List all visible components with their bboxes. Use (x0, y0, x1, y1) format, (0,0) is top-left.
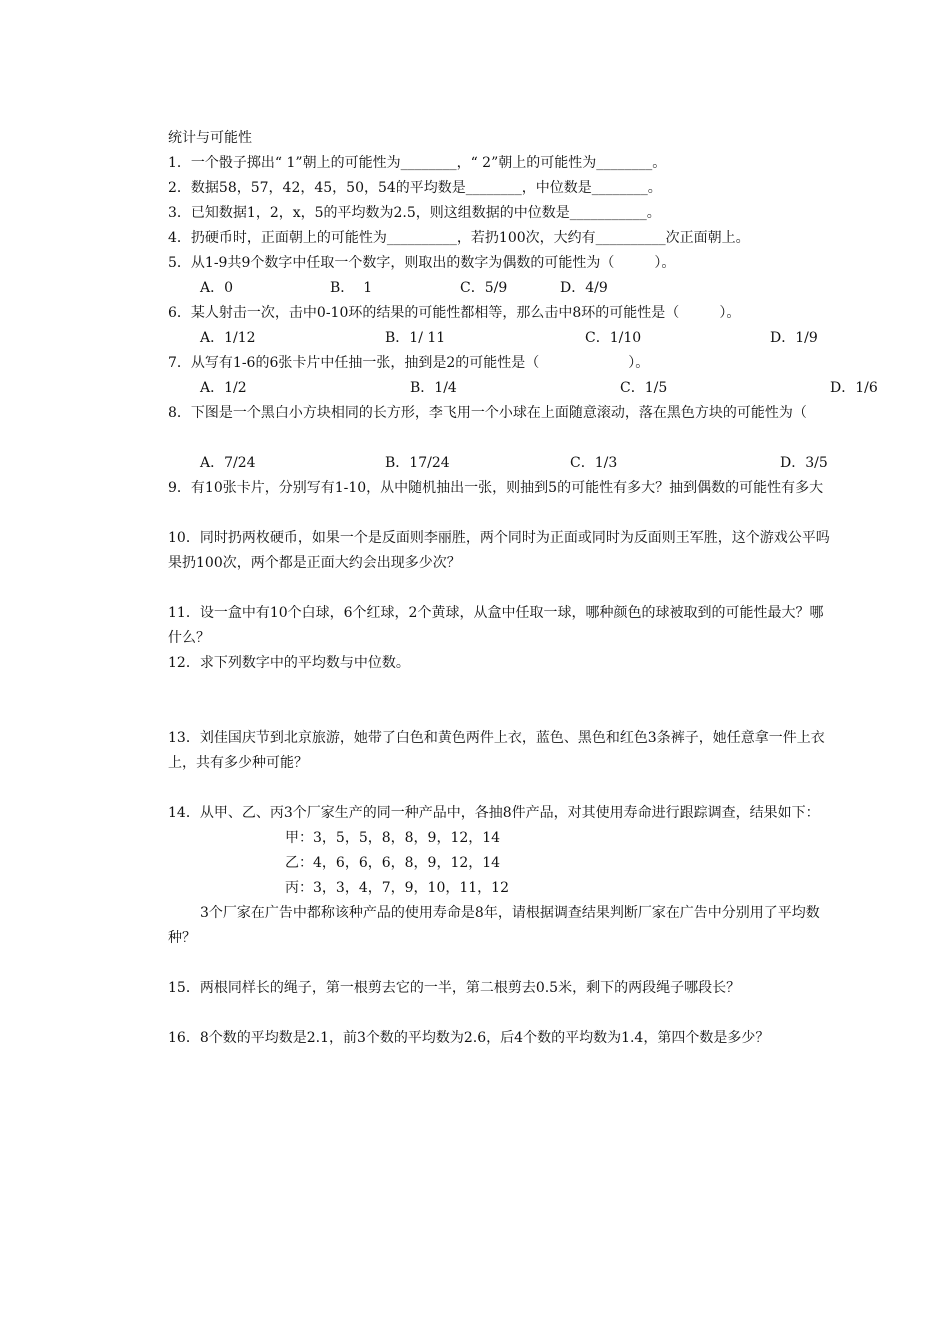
q6-option-a: A．1/12 (200, 330, 256, 346)
page-title: 统计与可能性 (168, 130, 252, 146)
question-11: 11．设一盒中有10个白球，6个红球，2个黄球，从盒中任取一球，哪种颜色的球被取到的可能性最大？哪 (168, 605, 824, 621)
q5-option-a: A．0 (200, 280, 234, 296)
question-9: 9．有10张卡片，分别写有1-10，从中随机抽出一张，则抽到5的可能性有多大？抽到偶数的可能性有多大 (168, 480, 824, 496)
q14-data-jia: 甲：3，5，5，8，8，9，12，14 (285, 830, 501, 846)
q5-option-b: B． 1 (330, 280, 373, 296)
q5-option-c: C．5/9 (460, 280, 508, 296)
q6-option-c: C．1/10 (585, 330, 642, 346)
q14-data-yi: 乙：4，6，6，6，8，9，12，14 (285, 855, 501, 871)
question-6: 6．某人射击一次，击中0-10环的结果的可能性都相等，那么击中8环的可能性是（ ）。 (168, 305, 741, 321)
question-3: 3．已知数据1，2，x，5的平均数为2.5，则这组数据的中位数是___________。 (168, 205, 661, 221)
question-14: 14．从甲、乙、丙3个厂家生产的同一种产品中，各抽8件产品，对其使用寿命进行跟踪调查，结果如下： (168, 805, 820, 821)
question-12: 12．求下列数字中的平均数与中位数。 (168, 655, 410, 671)
q14-data-bing: 丙：3，3，4，7，9，10，11，12 (285, 880, 509, 896)
question-7: 7．从写有1-6的6张卡片中任抽一张，抽到是2的可能性是（ ）。 (168, 355, 650, 371)
question-15: 15．两根同样长的绳子，第一根剪去它的一半，第二根剪去0.5米，剩下的两段绳子哪段长？ (168, 980, 741, 996)
q6-option-b: B．1/ 11 (385, 330, 446, 346)
question-13-cont: 上，共有多少种可能？ (168, 755, 308, 771)
q7-option-d: D．1/6 (830, 380, 878, 396)
question-10: 10．同时扔两枚硬币，如果一个是反面则李丽胜，两个同时为正面或同时为反面则王军胜，这个游戏公平吗 (168, 530, 830, 546)
question-5: 5．从1-9共9个数字中任取一个数字，则取出的数字为偶数的可能性为（ ）。 (168, 255, 676, 271)
q7-option-a: A．1/2 (200, 380, 247, 396)
question-10-cont: 果扔100次，两个都是正面大约会出现多少次？ (168, 555, 461, 571)
question-13: 13．刘佳国庆节到北京旅游，她带了白色和黄色两件上衣，蓝色、黑色和红色3条裤子，她任意拿一件上衣 (168, 730, 825, 746)
question-14-text: 3个厂家在广告中都称该种产品的使用寿命是8年，请根据调查结果判断厂家在广告中分别用了平均数 (200, 905, 820, 921)
question-16: 16．8个数的平均数是2.1，前3个数的平均数为2.6，后4个数的平均数为1.4，第四个数是多少？ (168, 1030, 770, 1046)
q5-option-d: D．4/9 (560, 280, 608, 296)
q8-option-d: D．3/5 (780, 455, 828, 471)
q7-option-c: C．1/5 (620, 380, 668, 396)
q7-option-b: B．1/4 (410, 380, 457, 396)
question-11-cont: 什么？ (168, 630, 210, 646)
q8-option-b: B．17/24 (385, 455, 450, 471)
question-14-cont: 种？ (168, 930, 196, 946)
q8-option-c: C．1/3 (570, 455, 618, 471)
question-1: 1．一个骰子掷出“ 1”朝上的可能性为________，“ 2”朝上的可能性为________。 (168, 155, 667, 171)
q8-option-a: A．7/24 (200, 455, 256, 471)
question-2: 2．数据58，57，42，45，50，54的平均数是________，中位数是________。 (168, 180, 662, 196)
question-4: 4．扔硬币时，正面朝上的可能性为__________，若扔100次，大约有__________次正面朝上。 (168, 230, 750, 246)
q6-option-d: D．1/9 (770, 330, 818, 346)
question-8: 8．下图是一个黑白小方块相同的长方形，李飞用一个小球在上面随意滚动，落在黑色方块的可能性为（ (168, 405, 807, 421)
